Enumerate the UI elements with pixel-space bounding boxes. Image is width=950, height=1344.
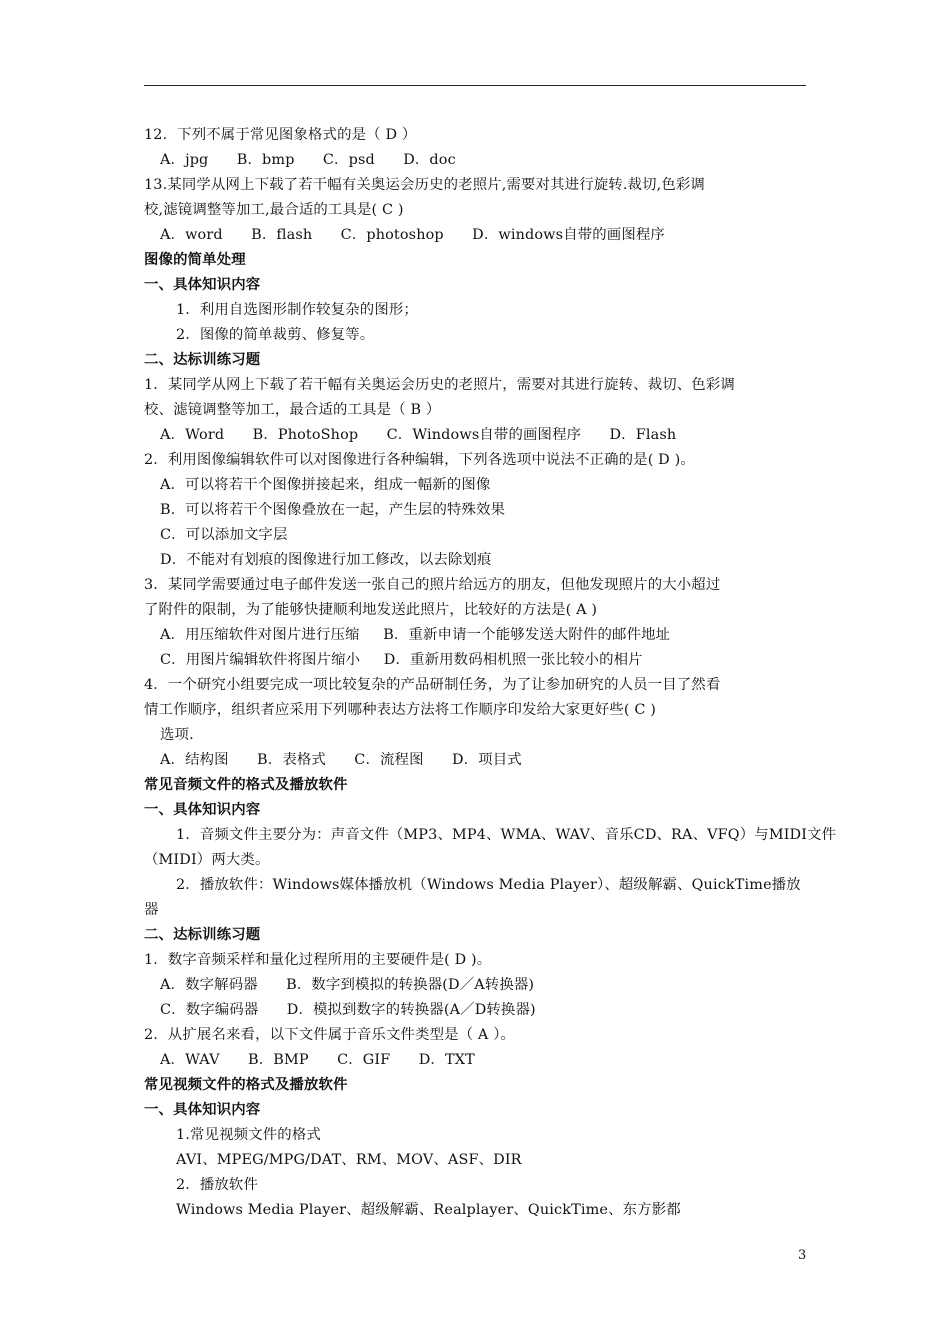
text-line: A．jpg B．bmp C．psd D．doc: [160, 152, 456, 168]
text-line: A．用压缩软件对图片进行压缩 B．重新申请一个能够发送大附件的邮件地址: [160, 627, 671, 643]
text-line: 选项.: [160, 727, 194, 743]
section-heading: 二、达标训练习题: [144, 351, 261, 368]
page-number: 3: [798, 1248, 807, 1263]
text-line: （MIDI）两大类。: [144, 852, 270, 868]
header-rule: [144, 85, 806, 86]
text-line: A．Word B．PhotoShop C．Windows自带的画图程序 D．Flash: [160, 427, 677, 443]
text-line: C．可以添加文字层: [160, 527, 288, 543]
text-line: 1．某同学从网上下载了若干幅有关奥运会历史的老照片，需要对其进行旋转、裁切、色彩调: [144, 377, 735, 393]
text-line: 2．图像的简单裁剪、修复等。: [176, 327, 375, 343]
text-line: AVI、MPEG/MPG/DAT、RM、MOV、ASF、DIR: [176, 1152, 522, 1168]
text-line: 情工作顺序，组织者应采用下列哪种表达方法将工作顺序印发给大家更好些( C ): [144, 702, 656, 718]
section-heading: 常见视频文件的格式及播放软件: [144, 1076, 348, 1093]
text-line: 13.某同学从网上下载了若干幅有关奥运会历史的老照片,需要对其进行旋转.裁切,色彩调: [144, 177, 705, 193]
text-line: 1．利用自选图形制作较复杂的图形；: [176, 302, 418, 318]
text-line: 2．从扩展名来看，以下文件属于音乐文件类型是（ A ）。: [144, 1027, 516, 1043]
section-heading: 一、具体知识内容: [144, 801, 261, 818]
section-heading: 一、具体知识内容: [144, 1101, 261, 1118]
text-line: 3．某同学需要通过电子邮件发送一张自己的照片给远方的朋友，但他发现照片的大小超过: [144, 577, 721, 593]
text-line: 1．音频文件主要分为：声音文件（MP3、MP4、WMA、WAV、音乐CD、RA、VFQ）与MIDI文件: [176, 827, 837, 843]
text-line: 了附件的限制，为了能够快捷顺利地发送此照片，比较好的方法是( A ): [144, 602, 598, 618]
section-heading: 二、达标训练习题: [144, 926, 261, 943]
text-line: 校、滤镜调整等加工，最合适的工具是（ B ）: [144, 402, 441, 418]
text-line: Windows Media Player、超级解霸、Realplayer、QuickTime、东方影都: [176, 1202, 681, 1218]
text-line: A．WAV B．BMP C．GIF D．TXT: [160, 1052, 475, 1068]
text-line: 校,滤镜调整等加工,最合适的工具是( C ): [144, 202, 404, 218]
text-line: 2．播放软件: [176, 1177, 259, 1193]
text-line: C．数字编码器 D．模拟到数字的转换器(A／D转换器): [160, 1002, 536, 1018]
text-line: A．结构图 B．表格式 C．流程图 D．项目式: [160, 752, 522, 768]
text-line: 4．一个研究小组要完成一项比较复杂的产品研制任务，为了让参加研究的人员一目了然看: [144, 677, 721, 693]
text-line: A．数字解码器 B．数字到模拟的转换器(D／A转换器): [160, 977, 535, 993]
text-line: 1.常见视频文件的格式: [176, 1127, 321, 1143]
text-line: D．不能对有划痕的图像进行加工修改，以去除划痕: [160, 552, 492, 568]
section-heading: 常见音频文件的格式及播放软件: [144, 776, 348, 793]
text-line: 器: [144, 902, 159, 918]
text-line: B．可以将若干个图像叠放在一起，产生层的特殊效果: [160, 502, 506, 518]
text-line: C．用图片编辑软件将图片缩小 D．重新用数码相机照一张比较小的相片: [160, 652, 643, 668]
text-line: 2．利用图像编辑软件可以对图像进行各种编辑，下列各选项中说法不正确的是( D )。: [144, 452, 695, 468]
text-line: A．可以将若干个图像拼接起来，组成一幅新的图像: [160, 477, 491, 493]
section-heading: 一、具体知识内容: [144, 276, 261, 293]
text-line: A．word B．flash C．photoshop D．windows自带的画图程序: [160, 227, 665, 243]
text-line: 2．播放软件：Windows媒体播放机（Windows Media Player）、超级解霸、QuickTime播放: [176, 877, 801, 893]
text-line: 1．数字音频采样和量化过程所用的主要硬件是( D )。: [144, 952, 492, 968]
text-line: 12．下列不属于常见图象格式的是（ D ）: [144, 127, 417, 143]
section-heading: 图像的简单处理: [144, 251, 246, 268]
